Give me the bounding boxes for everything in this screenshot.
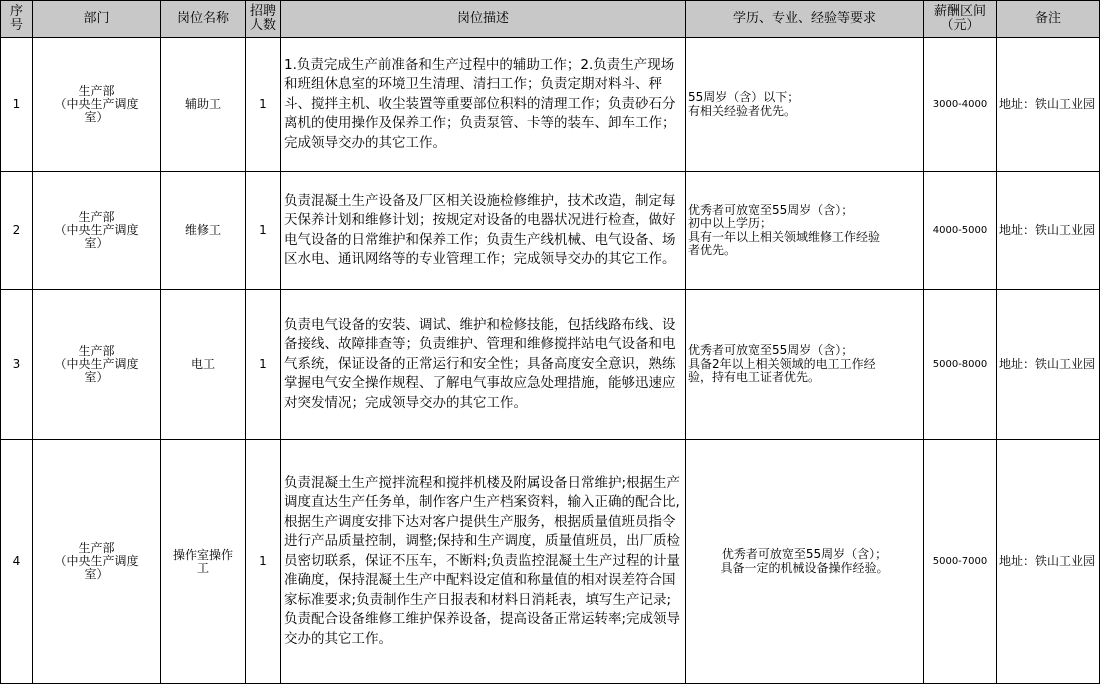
note-cell: 地址：铁山工业园 bbox=[997, 172, 1100, 290]
table-row bbox=[1, 172, 1100, 290]
seq-cell: 4 bbox=[1, 440, 33, 684]
note-cell: 地址：铁山工业园 bbox=[997, 38, 1100, 172]
position-cell: 辅助工 bbox=[161, 38, 246, 172]
count-cell: 1 bbox=[246, 172, 281, 290]
table-row bbox=[1, 440, 1100, 684]
salary-cell: 4000-5000 bbox=[924, 172, 997, 290]
header-requirements: 学历、专业、经验等要求 bbox=[686, 1, 924, 38]
dept-cell: 生产部 （中央生产调度 室） bbox=[33, 440, 161, 684]
dept-cell: 生产部 （中央生产调度 室） bbox=[33, 172, 161, 290]
description-cell: 负责混凝土生产设备及厂区相关设施检修维护，技术改造，制定每天保养计划和维修计划；按规定对设备的电器状况进行检查，做好电气设备的日常维护和保养工作；负责生产线机械、电气设备、场区水电、通讯网络等的专业管理工作；完成领导交办的其它工作。 bbox=[281, 172, 686, 290]
table-row bbox=[1, 38, 1100, 172]
salary-cell: 5000-7000 bbox=[924, 440, 997, 684]
position-cell: 操作室操作 工 bbox=[161, 440, 246, 684]
dept-cell: 生产部 （中央生产调度 室） bbox=[33, 290, 161, 440]
description-cell: 负责电气设备的安装、调试、维护和检修技能，包括线路布线、设备接线、故障排查等；负责维护、管理和维修搅拌站电气设备和电气系统，保证设备的正常运行和安全性；具备高度安全意识，熟练掌握电气安全操作规程、了解电气事故应急处理措施，能够迅速应对突发情况；完成领导交办的其它工作。 bbox=[281, 290, 686, 440]
count-cell: 1 bbox=[246, 38, 281, 172]
seq-cell: 1 bbox=[1, 38, 33, 172]
count-cell: 1 bbox=[246, 440, 281, 684]
header-position: 岗位名称 bbox=[161, 1, 246, 38]
description-cell: 1.负责完成生产前准备和生产过程中的辅助工作；2.负责生产现场和班组休息室的环境卫生清理、清扫工作；负责定期对料斗、秤斗、搅拌主机、收尘装置等重要部位积料的清理工作；负责砂石分离机的使用操作及保养工作；负责泵管、卡等的装车、卸车工作；完成领导交办的其它工作。 bbox=[281, 38, 686, 172]
requirements-cell: 优秀者可放宽至55周岁（含）； 初中以上学历； 具有一年以上相关领域维修工作经验 者优先。 bbox=[686, 172, 924, 290]
header-row bbox=[1, 1, 1100, 38]
header-note: 备注 bbox=[997, 1, 1100, 38]
header-description: 岗位描述 bbox=[281, 1, 686, 38]
position-cell: 电工 bbox=[161, 290, 246, 440]
dept-cell: 生产部 （中央生产调度 室） bbox=[33, 38, 161, 172]
header-seq: 序 号 bbox=[1, 1, 33, 38]
note-cell: 地址：铁山工业园 bbox=[997, 440, 1100, 684]
seq-cell: 3 bbox=[1, 290, 33, 440]
header-dept: 部门 bbox=[33, 1, 161, 38]
note-cell: 地址：铁山工业园 bbox=[997, 290, 1100, 440]
requirements-cell: 55周岁（含）以下； 有相关经验者优先。 bbox=[686, 38, 924, 172]
header-count: 招聘 人数 bbox=[246, 1, 281, 38]
position-cell: 维修工 bbox=[161, 172, 246, 290]
requirements-cell: 优秀者可放宽至55周岁（含）； 具备2年以上相关领域的电工工作经 验，持有电工证者优先。 bbox=[686, 290, 924, 440]
salary-cell: 3000-4000 bbox=[924, 38, 997, 172]
salary-cell: 5000-8000 bbox=[924, 290, 997, 440]
table-row bbox=[1, 290, 1100, 440]
description-cell: 负责混凝土生产搅拌流程和搅拌机楼及附属设备日常维护;根据生产调度直达生产任务单，制作客户生产档案资料，输入正确的配合比,根据生产调度安排下达对客户提供生产服务，根据质量值班员指令进行产品质量控制，调整;保持和生产调度，质量值班员，出厂质检员密切联系，保证不压车，不断料;负责监控混凝土生产过程的计量准确度，保持混凝土生产中配料设定值和称量值的相对误差符合国家标准要求;负责制作生产日报表和材料日消耗表，填写生产记录;负责配合设备维修工维护保养设备，提高设备正常运转率;完成领导交办的其它工作。 bbox=[281, 440, 686, 684]
count-cell: 1 bbox=[246, 290, 281, 440]
header-salary: 薪酬区间 （元） bbox=[924, 1, 997, 38]
requirements-cell: 优秀者可放宽至55周岁（含）； 具备一定的机械设备操作经验。 bbox=[686, 440, 924, 684]
seq-cell: 2 bbox=[1, 172, 33, 290]
